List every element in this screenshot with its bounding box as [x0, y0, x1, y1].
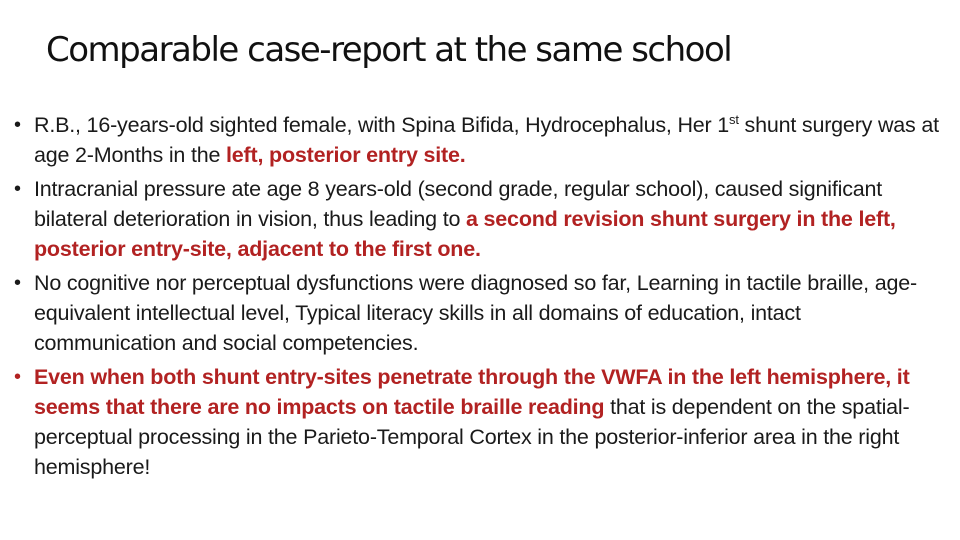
bullet-2-highlight: a second revision shunt surgery in the left, posterior entry-site, adjacent to the first one.	[34, 207, 896, 261]
bullet-1-highlight: left, posterior entry site.	[226, 143, 466, 167]
bullet-1-text: R.B., 16-years-old sighted female, with Spina Bifida, Hydrocephalus, Her 1	[34, 113, 730, 137]
bullet-dot: •	[14, 366, 21, 388]
bullet-item-4	[14, 362, 944, 482]
bullet-3-text: No cognitive nor perceptual dysfunctions were diagnosed so far, Learning in tactile braille, age-equivalent intellectual level, Typical literacy skills in all domains of education, intact communication and social competencies.	[34, 271, 917, 355]
bullet-dot: •	[14, 114, 21, 136]
bullet-item-1	[14, 110, 944, 170]
bullet-4-highlight: Even when both shunt entry-sites penetrate through the VWFA in the left hemisphere, it seems that there are no impacts on tactile braille reading	[34, 365, 910, 419]
bullet-list	[14, 110, 944, 486]
bullet-4-text: that is dependent on the spatial-perceptual processing in the Parieto-Temporal Cortex in the posterior-inferior area in the right hemisphere!	[34, 395, 910, 479]
bullet-item-3	[14, 268, 944, 358]
ordinal-superscript: st	[729, 112, 739, 127]
bullet-1-text-cont: shunt surgery was at age 2-Months in the	[34, 113, 939, 167]
bullet-dot: •	[14, 178, 21, 200]
bullet-2-text: Intracranial pressure ate age 8 years-old (second grade, regular school), caused significant bilateral deterioration in vision, thus leading to	[34, 177, 883, 231]
slide-title: Comparable case-report at the same school	[46, 30, 732, 70]
bullet-dot: •	[14, 272, 21, 294]
bullet-item-2	[14, 174, 944, 264]
